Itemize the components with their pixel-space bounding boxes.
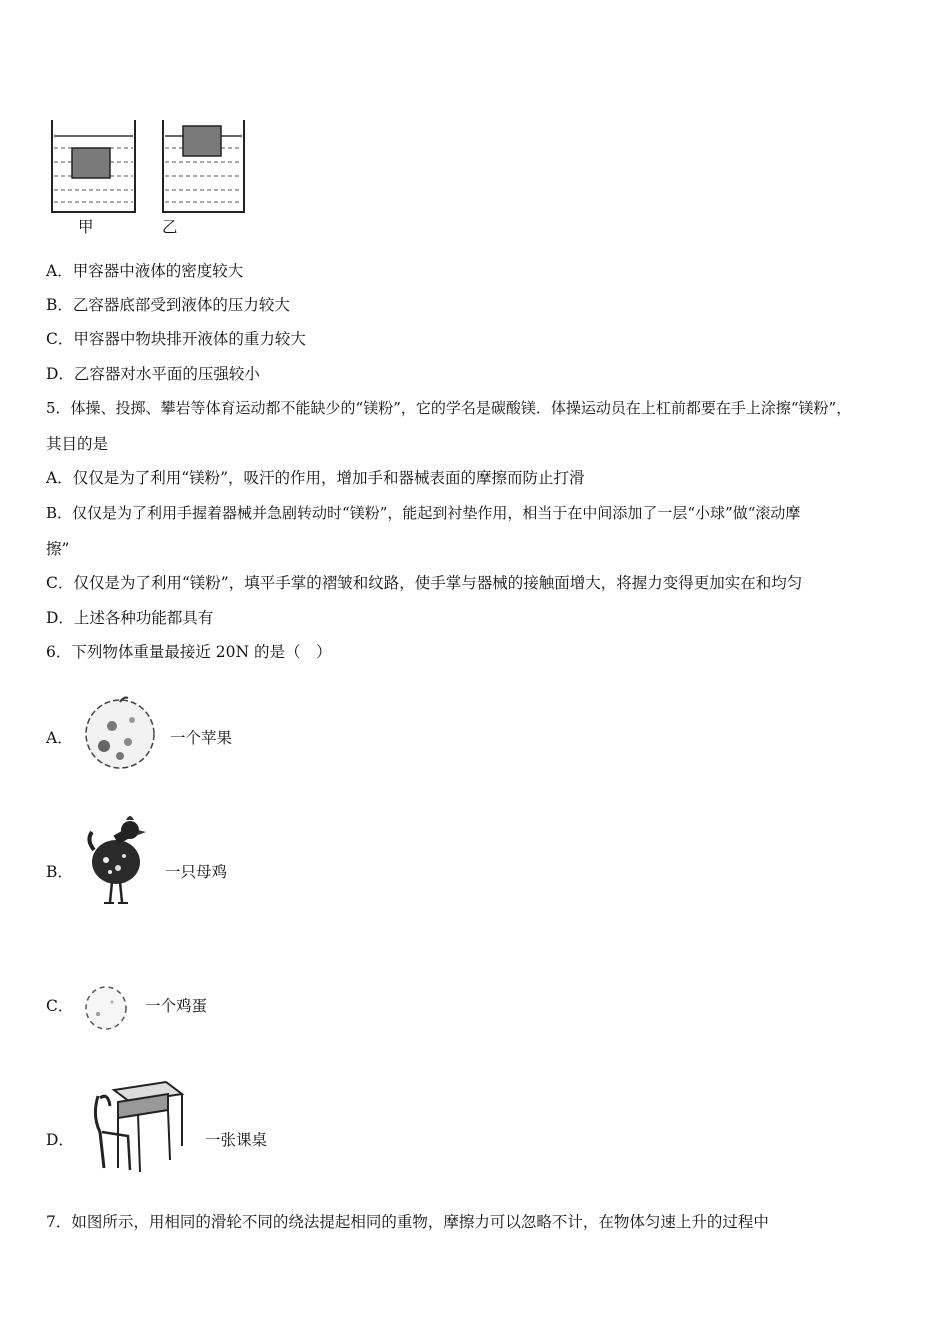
q5-option-c: C．仅仅是为了利用“镁粉”，填平手掌的褶皱和纹路，使手掌与器械的接触面增大，将握力变得更加实在和均匀 — [46, 574, 803, 592]
q6-option-c-text: 一个鸡蛋 — [145, 997, 208, 1015]
q5-option-d: D．上述各种功能都具有 — [46, 609, 214, 627]
q6-option-c-letter: C． — [46, 997, 74, 1015]
egg-image — [84, 984, 134, 1034]
q5-stem-line2: 其目的是 — [46, 435, 109, 453]
q4-option-a: A．甲容器中液体的密度较大 — [46, 262, 244, 280]
q6-option-a-text: 一个苹果 — [170, 729, 233, 747]
q5-stem-line1: 5．体操、投掷、攀岩等体育运动都不能缺少的“镁粉”，它的学名是碳酸镁．体操运动员在上杠前都要在手上涂擦“镁粉”， — [46, 399, 852, 417]
container-jia — [52, 120, 135, 212]
q5-option-b-line1: B．仅仅是为了利用手握着器械并急剧转动时“镁粉”，能起到衬垫作用，相当于在中间添加了一层“小球”做“滚动摩 — [46, 504, 801, 522]
container-yi — [163, 120, 244, 212]
block-jia — [72, 148, 110, 178]
desk-image — [88, 1076, 198, 1176]
block-yi — [183, 126, 221, 156]
q4-option-c: C．甲容器中物块排开液体的重力较大 — [46, 330, 306, 348]
q6-option-b-letter: B． — [46, 863, 73, 881]
q4-option-b: B．乙容器底部受到液体的压力较大 — [46, 296, 290, 314]
q7-stem: 7．如图所示，用相同的滑轮不同的绕法提起相同的重物，摩擦力可以忽略不计，在物体匀速上升的过程中 — [46, 1213, 769, 1231]
q5-option-a: A．仅仅是为了利用“镁粉”，吸汗的作用，增加手和器械表面的摩擦而防止打滑 — [46, 469, 585, 487]
hen-image — [86, 810, 156, 910]
figure-label-yi: 乙 — [162, 218, 178, 236]
figure-label-jia: 甲 — [78, 218, 94, 236]
q6-option-d-text: 一张课桌 — [205, 1131, 268, 1149]
q6-stem: 6．下列物体重量最接近 20N 的是（ ） — [46, 643, 332, 661]
apple-image — [82, 694, 162, 774]
q4-option-d: D．乙容器对水平面的压强较小 — [46, 365, 260, 383]
desk-icon — [95, 1082, 182, 1172]
q6-option-a-letter: A． — [46, 729, 73, 747]
q6-option-b-text: 一只母鸡 — [165, 863, 228, 881]
egg-icon — [86, 987, 126, 1029]
q5-option-b-line2: 擦” — [46, 540, 70, 558]
q6-option-d-letter: D． — [46, 1131, 74, 1149]
hen-icon — [89, 816, 146, 903]
